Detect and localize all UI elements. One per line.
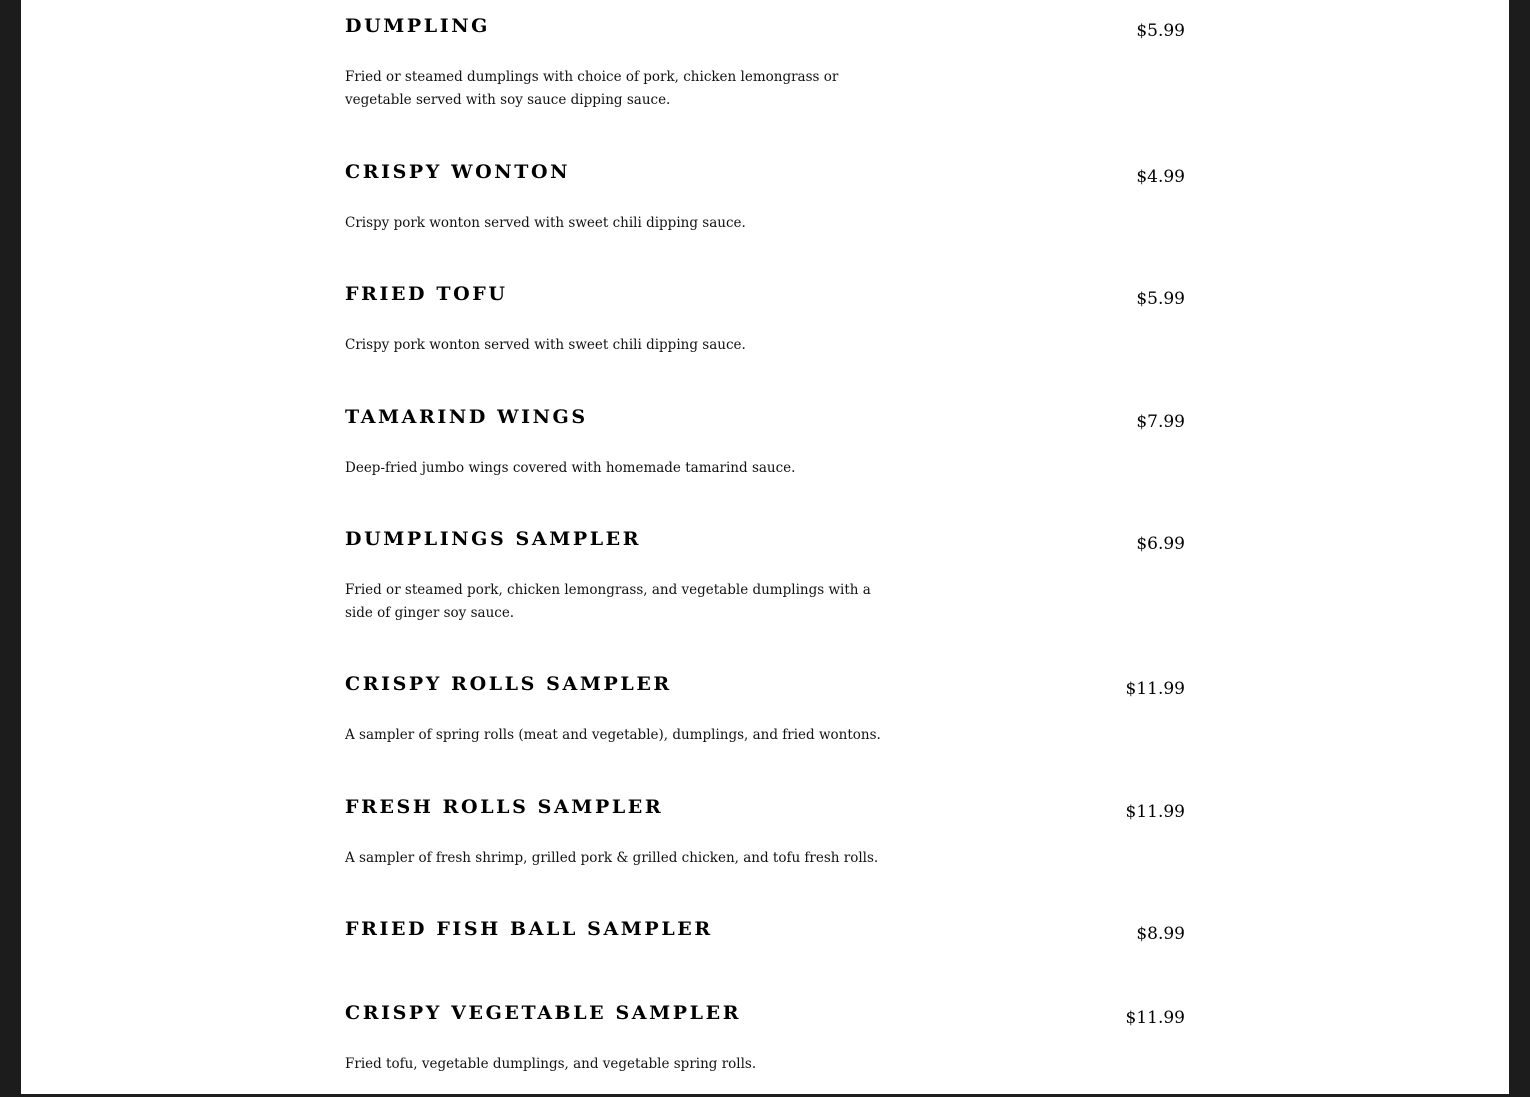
menu-item-name: CRISPY VEGETABLE SAMPLER xyxy=(345,1002,742,1024)
menu-item-name: FRESH ROLLS SAMPLER xyxy=(345,796,664,818)
menu-item-description: Fried tofu, vegetable dumplings, and vegetable spring rolls. xyxy=(345,1056,757,1072)
menu-item-price: $11.99 xyxy=(1125,1008,1185,1028)
menu-item-name: FRIED TOFU xyxy=(345,283,508,305)
menu-item-description: Fried or steamed pork, chicken lemongrass, and vegetable dumplings with a side of ginger soy sauce. xyxy=(345,582,871,621)
menu-item-description: Deep-fried jumbo wings covered with homemade tamarind sauce. xyxy=(345,460,796,476)
menu-item-description: Fried or steamed dumplings with choice of pork, chicken lemongrass or vegetable served with soy sauce dipping sauce. xyxy=(345,69,839,108)
menu-item-description: Crispy pork wonton served with sweet chili dipping sauce. xyxy=(345,215,746,231)
menu-item-name: DUMPLING xyxy=(345,15,491,37)
menu-item-description: A sampler of fresh shrimp, grilled pork & grilled chicken, and tofu fresh rolls. xyxy=(345,850,879,866)
menu-item-price: $5.99 xyxy=(1136,21,1185,41)
menu-item-description: Crispy pork wonton served with sweet chili dipping sauce. xyxy=(345,337,746,353)
menu-item-price: $5.99 xyxy=(1136,289,1185,309)
menu-item-price: $7.99 xyxy=(1136,412,1185,432)
menu-item-name: DUMPLINGS SAMPLER xyxy=(345,528,642,550)
menu-item-name: FRIED FISH BALL SAMPLER xyxy=(345,918,713,940)
menu-page xyxy=(21,0,1509,1094)
menu-item-description: A sampler of spring rolls (meat and vegetable), dumplings, and fried wontons. xyxy=(345,727,881,743)
menu-item-price: $8.99 xyxy=(1136,924,1185,944)
menu-item-name: TAMARIND WINGS xyxy=(345,406,588,428)
menu-item-price: $4.99 xyxy=(1136,167,1185,187)
menu-item-name: CRISPY WONTON xyxy=(345,161,571,183)
menu-item-price: $11.99 xyxy=(1125,679,1185,699)
menu-item-name: CRISPY ROLLS SAMPLER xyxy=(345,673,672,695)
menu-item-price: $6.99 xyxy=(1136,534,1185,554)
menu-item-price: $11.99 xyxy=(1125,802,1185,822)
